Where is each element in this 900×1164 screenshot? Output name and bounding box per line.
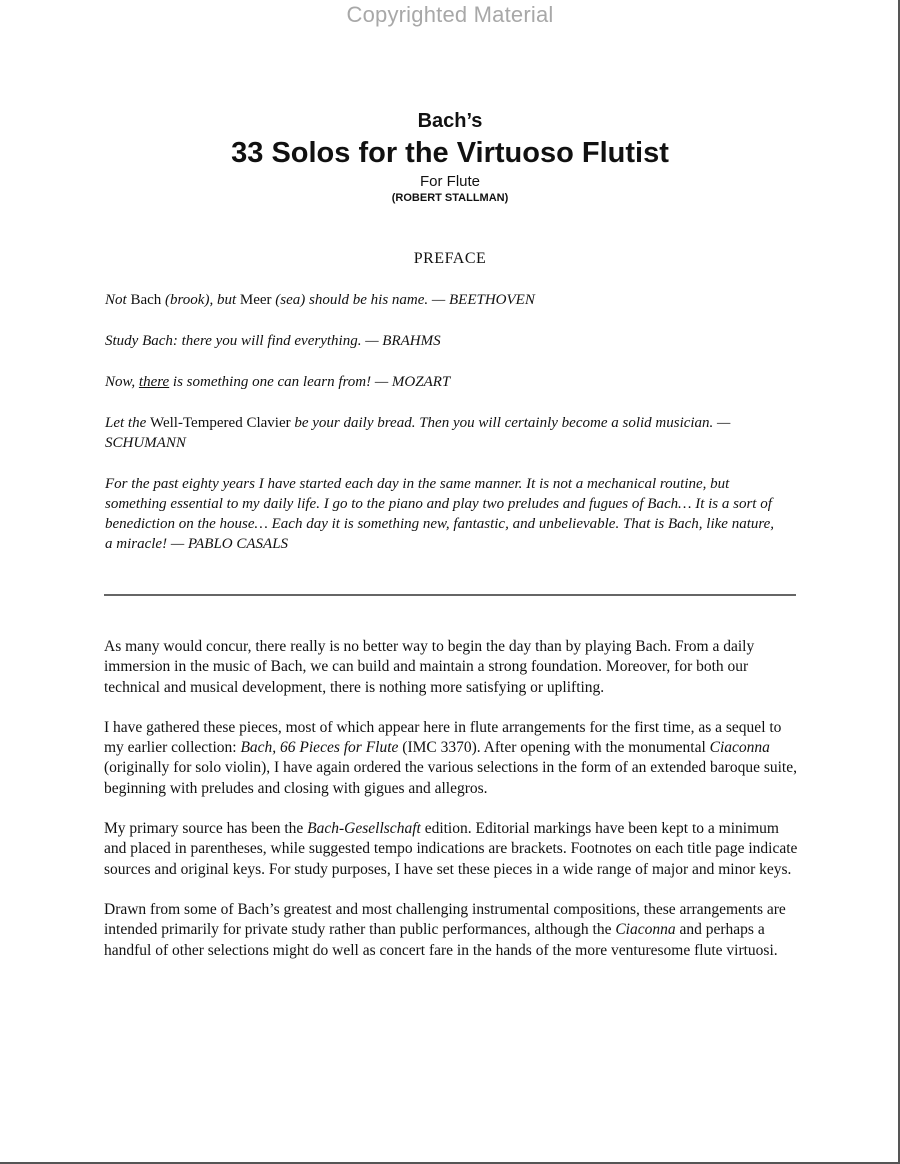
quote-beethoven xyxy=(105,290,785,310)
paragraph-text: Bach-Gesellschaft xyxy=(307,820,421,838)
quote-text: (sea) should be his name. — BEETHOVEN xyxy=(271,292,535,308)
paragraph-text: Bach, 66 Pieces for Flute xyxy=(240,739,399,757)
quote-text: (brook), but xyxy=(161,292,240,308)
paragraph-text: and perhaps a handful of other selections might do well as concert fare in the hands of the more venturesome flute virtuosi. xyxy=(104,921,778,959)
copyright-watermark: Copyrighted Material xyxy=(346,2,554,27)
paragraph-text: edition. Editorial markings have been kept to a minimum and placed in parentheses, while suggested tempo indications are brackets. Footnotes on each title page indicate sources and original keys. For study purposes, I have set these pieces in a wide range of major and minor keys. xyxy=(104,820,798,878)
quote-casals: For the past eighty years I have started each day in the same manner. It is not a mechanical routine, but something essential to my daily life. I go to the piano and play two preludes and fugues of Bach… It is a sort of benediction on the house… Each day it is something new, fantastic, and unbelievable. That is Bach, like nature, a miracle! — PABLO CASALS xyxy=(105,476,775,552)
instrument-label: For Flute xyxy=(419,173,480,190)
book-title: 33 Solos for the Virtuoso Flutist xyxy=(231,137,669,169)
quote-text: Let the xyxy=(105,415,150,431)
paragraph-text: Ciaconna xyxy=(709,739,770,757)
quote-text: Bach xyxy=(130,292,162,308)
paragraph-2 xyxy=(104,718,804,799)
paragraph-text: (originally for solo violin), I have again ordered the various selections in the form of an extended baroque suite, beginning with preludes and closing with gigues and allegros. xyxy=(104,759,797,797)
quote-text: be your daily bread. Then you will certainly become a solid musician. — SCHUMANN xyxy=(105,415,731,451)
paragraph-text: My primary source has been the xyxy=(104,820,308,838)
title-block xyxy=(0,108,900,206)
quote-brahms: Study Bach: there you will find everything. — BRAHMS xyxy=(105,333,441,349)
paragraph-3 xyxy=(104,819,804,880)
quote-text: Now, xyxy=(105,374,139,390)
section-divider xyxy=(104,594,796,596)
composer-name: Bach’s xyxy=(417,110,483,132)
quotes-section xyxy=(105,290,785,575)
quote-text: is something one can learn from! — MOZART xyxy=(169,374,451,390)
paragraph-1: As many would concur, there really is no better way to begin the day than by playing Bach. From a daily immersion in the music of Bach, we can build and maintain a strong foundation. Moreover, for both our technical and musical development, there is nothing more satisfying or uplifting. xyxy=(104,638,755,696)
paragraph-text: (IMC 3370). After opening with the monumental xyxy=(398,739,710,757)
arranger-name: (ROBERT STALLMAN) xyxy=(391,192,509,204)
quote-text: Meer xyxy=(239,292,272,308)
quote-text: there xyxy=(138,374,170,390)
paragraph-text: Drawn from some of Bach’s greatest and most challenging instrumental compositions, these arrangements are intended primarily for private study rather than public performances, although the xyxy=(104,900,786,939)
quote-text: Well-Tempered Clavier xyxy=(150,415,291,431)
paragraph-4 xyxy=(104,900,804,961)
quote-mozart xyxy=(105,372,785,392)
quote-text: Not xyxy=(105,292,131,308)
paragraph-text: I have gathered these pieces, most of which appear here in flute arrangements for the first time, as a sequel to my earlier collection: xyxy=(104,718,782,757)
paragraph-text: Ciaconna xyxy=(615,921,676,939)
preface-body xyxy=(104,637,804,981)
quote-schumann xyxy=(105,413,785,453)
preface-heading: PREFACE xyxy=(413,250,487,267)
